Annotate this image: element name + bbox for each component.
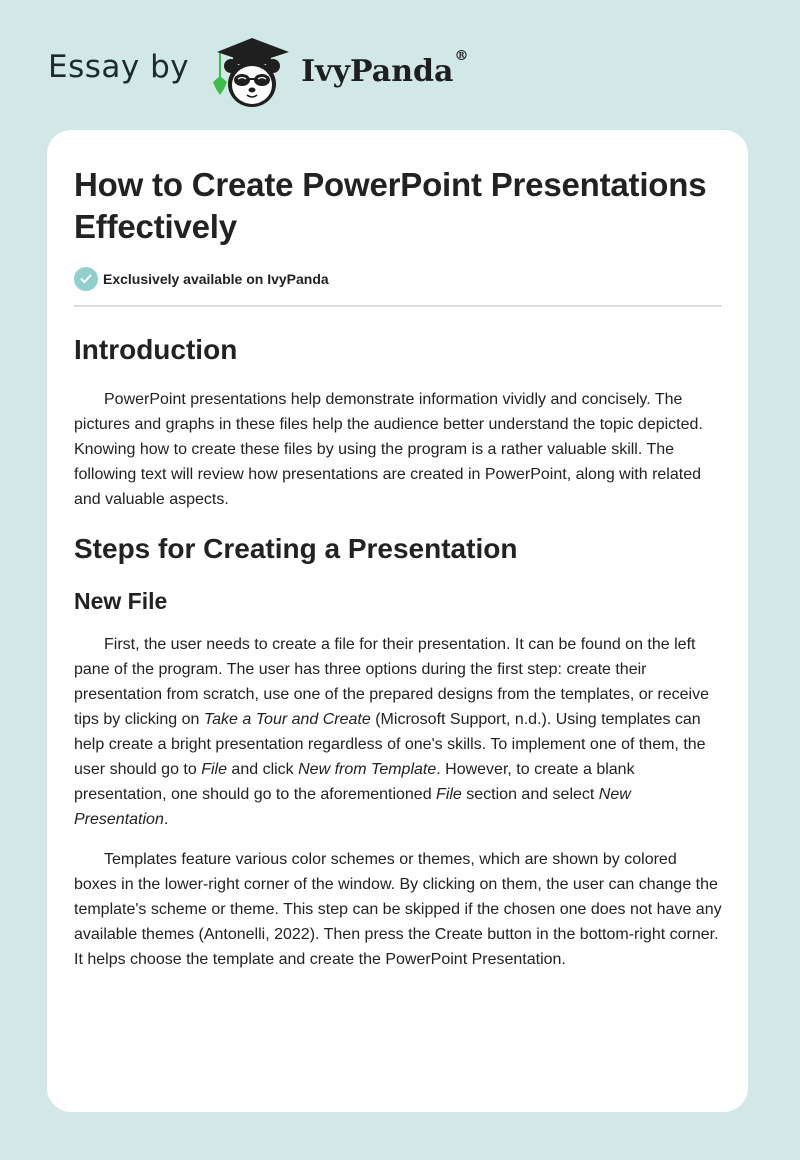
templates-paragraph: Templates feature various color schemes or themes, which are shown by colored boxes in the lower-right corner of the window. By clicking on them, the user can change the template's scheme or theme. This step can be skipped if the chosen one does not have any available themes (Antonelli, 2022). Then press the Create button in the bottom-right corner. It helps choose the template and create the PowerPoint Presentation. — [74, 851, 722, 968]
page-title: How to Create PowerPoint Presentations Effectively — [74, 166, 707, 245]
italic-term: File — [201, 761, 227, 778]
panda-graduate-icon[interactable] — [207, 32, 297, 112]
section-heading-introduction: Introduction — [74, 334, 238, 365]
italic-term: Take a Tour and Create — [203, 711, 371, 728]
new-file-paragraph — [74, 632, 722, 832]
text-run: . However, to create a blank presentation, one should go to the aforementioned — [74, 761, 635, 803]
brand-text: IvyPanda — [301, 53, 454, 89]
italic-term: New Presentation — [74, 786, 631, 828]
italic-term: File — [436, 786, 462, 803]
site-header — [48, 32, 468, 112]
italic-term: New from Template — [298, 761, 437, 778]
text-run: . — [163, 811, 169, 828]
intro-paragraph: PowerPoint presentations help demonstrate information vividly and concisely. The pictures and graphs in these files help the audience better understand the topic depicted. Knowing how to create these files by using the program is a rather valuable skill. The following text will review how presentations are created in PowerPoint, along with related and valuable aspects. — [74, 391, 703, 508]
divider — [74, 305, 722, 307]
brand-name[interactable] — [301, 47, 469, 89]
section-heading-steps: Steps for Creating a Presentation — [74, 533, 518, 564]
text-run: and click — [226, 761, 299, 778]
subsection-heading-new-file: New File — [74, 588, 168, 614]
text-run: First, the user needs to create a file for their presentation. It can be found on the left pane of the program. The user has three options during the first step: create their presentation from scratch, use one of the prepared designs from the templates, or receive tips by clicking on — [74, 636, 709, 728]
check-circle-icon — [74, 267, 98, 291]
registered-mark: ® — [454, 47, 469, 64]
badge-text: Exclusively available on IvyPanda — [103, 271, 329, 287]
text-run: (Microsoft Support, n.d.). Using templates can help create a bright presentation regardless of one's skills. To implement one of them, the user should go to — [74, 711, 706, 778]
essay-by-label: Essay by — [48, 49, 190, 85]
exclusive-badge — [74, 266, 722, 292]
text-run: section and select — [461, 786, 599, 803]
essay-card — [47, 130, 748, 1112]
